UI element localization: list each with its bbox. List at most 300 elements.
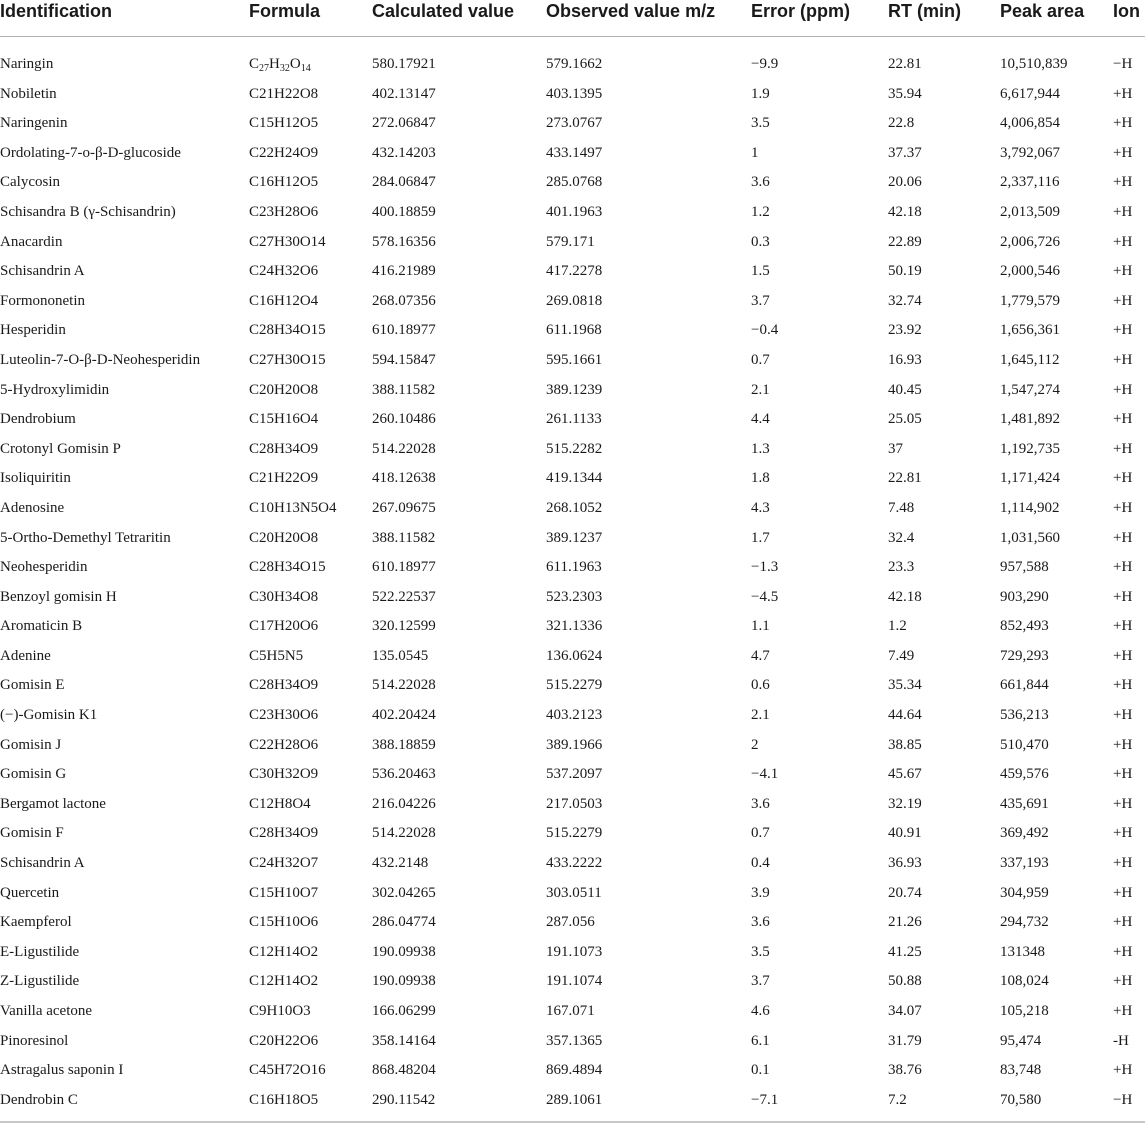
cell-calculated-value: 522.22537 — [372, 588, 436, 605]
cell-peak-area: 1,114,902 — [1000, 499, 1060, 516]
cell-identification: 5-Ortho-Demethyl Tetraritin — [0, 529, 171, 546]
cell-formula: C22H28O6 — [249, 736, 319, 753]
table-row — [0, 818, 1145, 848]
table-row — [0, 1085, 1145, 1115]
cell-calculated-value: 402.13147 — [372, 85, 436, 102]
cell-peak-area: 294,732 — [1000, 914, 1049, 931]
cell-formula: C5H5N5 — [249, 647, 304, 664]
cell-formula: C17H20O6 — [249, 618, 319, 635]
cell-ion: −H — [1113, 56, 1133, 72]
cell-rt-min: 32.74 — [888, 292, 922, 309]
cell-calculated-value: 868.48204 — [372, 1062, 436, 1079]
cell-formula: C27H30O14 — [249, 233, 326, 250]
table-row — [0, 582, 1145, 612]
cell-peak-area: 2,013,509 — [1000, 203, 1060, 220]
cell-error-ppm: 3.7 — [751, 292, 770, 309]
cell-observed-value: 136.0624 — [546, 647, 603, 664]
cell-formula: C21H22O8 — [249, 85, 319, 102]
cell-rt-min: 7.2 — [888, 1091, 907, 1108]
cell-formula: C28H34O9 — [249, 677, 319, 694]
cell-identification: Gomisin F — [0, 825, 64, 842]
cell-peak-area: 95,474 — [1000, 1032, 1042, 1049]
cell-error-ppm: 4.7 — [751, 647, 770, 664]
cell-error-ppm: 1.9 — [751, 85, 770, 102]
cell-ion: −H — [1113, 1091, 1133, 1108]
formula-subscript: 14 — [300, 63, 311, 74]
cell-peak-area: 70,580 — [1000, 1091, 1042, 1108]
table-row — [0, 79, 1145, 109]
cell-observed-value: 191.1074 — [546, 973, 603, 990]
cell-error-ppm: 0.6 — [751, 677, 770, 694]
cell-formula: C16H12O4 — [249, 292, 319, 309]
cell-peak-area: 105,218 — [1000, 1003, 1049, 1019]
table-row — [0, 167, 1145, 197]
formula-subscript: 27 — [259, 63, 270, 74]
cell-rt-min: 23.3 — [888, 559, 915, 576]
cell-ion: +H — [1113, 203, 1133, 220]
cell-formula: C15H10O6 — [249, 914, 319, 931]
cell-formula: C15H12O5 — [249, 115, 319, 132]
cell-formula: C20H20O8 — [249, 381, 319, 398]
cell-identification: (−)-Gomisin K1 — [0, 707, 98, 724]
cell-peak-area: 1,192,735 — [1000, 440, 1060, 457]
cell-error-ppm: 2 — [751, 736, 759, 753]
cell-calculated-value: 267.09675 — [372, 499, 436, 516]
table-row — [0, 848, 1145, 878]
cell-ion: +H — [1113, 470, 1133, 487]
cell-observed-value: 515.2279 — [546, 825, 603, 842]
cell-identification: Bergamot lactone — [0, 795, 106, 812]
cell-peak-area: 903,290 — [1000, 588, 1049, 605]
cell-calculated-value: 135.0545 — [372, 647, 429, 664]
formula-element: O — [289, 56, 301, 72]
cell-formula: C12H14O2 — [249, 943, 319, 960]
cell-identification: Kaempferol — [0, 914, 72, 931]
cell-peak-area: 852,493 — [1000, 618, 1049, 635]
cell-observed-value: 287.056 — [546, 914, 595, 931]
header-identification: Identification — [0, 1, 112, 21]
cell-observed-value: 433.2222 — [546, 855, 603, 872]
cell-rt-min: 40.91 — [888, 825, 922, 842]
cell-ion: +H — [1113, 115, 1133, 132]
table-row — [0, 759, 1145, 789]
table-row — [0, 404, 1145, 434]
cell-ion: +H — [1113, 174, 1133, 191]
cell-peak-area: 337,193 — [1000, 855, 1049, 872]
cell-observed-value: 191.1073 — [546, 943, 603, 960]
cell-formula: C28H34O15 — [249, 322, 326, 339]
cell-formula: C24H32O7 — [249, 855, 319, 872]
cell-observed-value: 285.0768 — [546, 174, 603, 191]
cell-rt-min: 42.18 — [888, 588, 922, 605]
cell-rt-min: 34.07 — [888, 1003, 922, 1019]
cell-rt-min: 35.34 — [888, 677, 922, 694]
cell-calculated-value: 290.11542 — [372, 1091, 436, 1108]
cell-error-ppm: 2.1 — [751, 381, 770, 398]
cell-peak-area: 1,779,579 — [1000, 292, 1060, 309]
cell-observed-value: 515.2279 — [546, 677, 603, 694]
cell-identification: Schisandrin A — [0, 855, 85, 872]
cell-ion: +H — [1113, 381, 1133, 398]
cell-calculated-value: 388.18859 — [372, 736, 436, 753]
cell-rt-min: 38.76 — [888, 1062, 922, 1079]
cell-ion: +H — [1113, 795, 1133, 812]
cell-calculated-value: 320.12599 — [372, 618, 436, 635]
cell-calculated-value: 166.06299 — [372, 1003, 436, 1019]
cell-identification: Dendrobin C — [0, 1091, 78, 1108]
cell-formula: C28H34O9 — [249, 440, 319, 457]
cell-rt-min: 42.18 — [888, 203, 922, 220]
cell-calculated-value: 400.18859 — [372, 203, 436, 220]
cell-error-ppm: 4.6 — [751, 1003, 770, 1019]
cell-observed-value: 217.0503 — [546, 795, 603, 812]
cell-ion: +H — [1113, 884, 1133, 901]
cell-error-ppm: −9.9 — [751, 56, 779, 72]
cell-peak-area: 957,588 — [1000, 559, 1049, 576]
cell-identification: Gomisin E — [0, 677, 65, 694]
cell-observed-value: 537.2097 — [546, 766, 603, 783]
table-row — [0, 552, 1145, 582]
cell-calculated-value: 358.14164 — [372, 1032, 436, 1049]
cell-observed-value: 357.1365 — [546, 1032, 603, 1049]
cell-error-ppm: 0.7 — [751, 825, 770, 842]
cell-error-ppm: 2.1 — [751, 707, 770, 724]
cell-observed-value: 515.2282 — [546, 440, 603, 457]
cell-rt-min: 16.93 — [888, 351, 922, 368]
cell-calculated-value: 514.22028 — [372, 677, 436, 694]
table-bottom-rule — [0, 1121, 1145, 1123]
cell-error-ppm: 1 — [751, 144, 759, 161]
table-row — [0, 878, 1145, 908]
cell-formula: C30H34O8 — [249, 588, 319, 605]
cell-formula: C22H24O9 — [249, 144, 319, 161]
cell-calculated-value: 402.20424 — [372, 707, 436, 724]
table-body — [0, 49, 1145, 1114]
cell-observed-value: 389.1239 — [546, 381, 603, 398]
cell-calculated-value: 286.04774 — [372, 914, 436, 931]
cell-error-ppm: 1.7 — [751, 529, 770, 546]
cell-ion: +H — [1113, 766, 1133, 783]
cell-peak-area: 2,337,116 — [1000, 174, 1060, 191]
cell-ion: +H — [1113, 529, 1133, 546]
cell-observed-value: 389.1966 — [546, 736, 603, 753]
cell-peak-area: 435,691 — [1000, 795, 1049, 812]
cell-ion: +H — [1113, 559, 1133, 576]
cell-formula: C12H14O2 — [249, 973, 319, 990]
cell-error-ppm: 0.4 — [751, 855, 770, 872]
cell-ion: +H — [1113, 825, 1133, 842]
table-row — [0, 493, 1145, 523]
cell-identification: Adenine — [0, 647, 51, 664]
cell-ion: -H — [1113, 1032, 1129, 1049]
cell-identification: Astragalus saponin I — [0, 1062, 124, 1079]
cell-error-ppm: −4.1 — [751, 766, 779, 783]
cell-error-ppm: 1.8 — [751, 470, 770, 487]
cell-calculated-value: 610.18977 — [372, 559, 436, 576]
cell-ion: +H — [1113, 499, 1133, 516]
cell-calculated-value: 432.14203 — [372, 144, 436, 161]
cell-peak-area: 1,171,424 — [1000, 470, 1060, 487]
cell-calculated-value: 284.06847 — [372, 174, 436, 191]
cell-identification: Isoliquiritin — [0, 470, 71, 487]
cell-calculated-value: 594.15847 — [372, 351, 436, 368]
cell-rt-min: 20.06 — [888, 174, 922, 191]
cell-observed-value: 303.0511 — [546, 884, 602, 901]
cell-identification: Vanilla acetone — [0, 1003, 93, 1019]
cell-formula: C10H13N5O4 — [249, 499, 337, 516]
cell-error-ppm: 3.5 — [751, 943, 770, 960]
formula-element: C — [249, 56, 260, 72]
cell-identification: Hesperidin — [0, 322, 66, 339]
table-row — [0, 611, 1145, 641]
cell-rt-min: 40.45 — [888, 381, 922, 398]
cell-observed-value: 389.1237 — [546, 529, 603, 546]
cell-error-ppm: −1.3 — [751, 559, 779, 576]
cell-peak-area: 459,576 — [1000, 766, 1049, 783]
cell-formula: C16H12O5 — [249, 174, 319, 191]
cell-identification: Naringenin — [0, 115, 68, 132]
cell-peak-area: 10,510,839 — [1000, 56, 1068, 72]
cell-formula: C24H32O6 — [249, 263, 319, 280]
cell-identification: Gomisin G — [0, 766, 67, 783]
cell-identification: Naringin — [0, 56, 54, 72]
cell-rt-min: 23.92 — [888, 322, 922, 339]
cell-rt-min: 37.37 — [888, 144, 922, 161]
cell-ion: +H — [1113, 85, 1133, 102]
cell-peak-area: 6,617,944 — [1000, 85, 1060, 102]
table-row — [0, 1055, 1145, 1085]
cell-observed-value: 403.1395 — [546, 85, 603, 102]
cell-rt-min: 20.74 — [888, 884, 922, 901]
cell-formula: C12H8O4 — [249, 795, 311, 812]
cell-peak-area: 108,024 — [1000, 973, 1049, 990]
cell-calculated-value: 302.04265 — [372, 884, 436, 901]
cell-ion: +H — [1113, 1062, 1133, 1079]
cell-observed-value: 523.2303 — [546, 588, 603, 605]
cell-rt-min: 41.25 — [888, 943, 922, 960]
cell-peak-area: 3,792,067 — [1000, 144, 1060, 161]
table-row — [0, 345, 1145, 375]
cell-calculated-value: 536.20463 — [372, 766, 436, 783]
cell-observed-value: 289.1061 — [546, 1091, 603, 1108]
cell-calculated-value: 610.18977 — [372, 322, 436, 339]
table-row — [0, 730, 1145, 760]
cell-observed-value: 401.1963 — [546, 203, 603, 220]
cell-identification: E-Ligustilide — [0, 943, 80, 960]
cell-ion: +H — [1113, 440, 1133, 457]
cell-identification: Schisandra B (γ-Schisandrin) — [0, 203, 176, 220]
cell-observed-value: 595.1661 — [546, 351, 603, 368]
cell-ion: +H — [1113, 736, 1133, 753]
cell-identification: Formononetin — [0, 292, 85, 309]
formula-subscript: 32 — [279, 63, 290, 74]
cell-calculated-value: 388.11582 — [372, 381, 436, 398]
cell-rt-min: 37 — [888, 440, 903, 457]
cell-formula-subscripted — [249, 49, 311, 79]
cell-identification: Gomisin J — [0, 736, 62, 753]
cell-calculated-value: 268.07356 — [372, 292, 436, 309]
cell-peak-area: 304,959 — [1000, 884, 1049, 901]
cell-rt-min: 22.89 — [888, 233, 922, 250]
cell-identification: Benzoyl gomisin H — [0, 588, 117, 605]
cell-observed-value: 611.1968 — [546, 322, 602, 339]
cell-rt-min: 50.88 — [888, 973, 922, 990]
table-row — [0, 227, 1145, 257]
cell-identification: Quercetin — [0, 884, 60, 901]
cell-peak-area: 1,656,361 — [1000, 322, 1060, 339]
cell-rt-min: 36.93 — [888, 855, 922, 872]
cell-error-ppm: 3.6 — [751, 795, 770, 812]
table-row — [0, 49, 1145, 79]
table-row — [0, 966, 1145, 996]
cell-peak-area: 1,031,560 — [1000, 529, 1060, 546]
cell-error-ppm: −4.5 — [751, 588, 779, 605]
cell-peak-area: 131348 — [1000, 943, 1045, 960]
cell-observed-value: 403.2123 — [546, 707, 603, 724]
cell-formula: C27H30O15 — [249, 351, 326, 368]
cell-observed-value: 167.071 — [546, 1003, 595, 1019]
table-row — [0, 286, 1145, 316]
cell-peak-area: 4,006,854 — [1000, 115, 1060, 132]
cell-rt-min: 32.4 — [888, 529, 915, 546]
cell-peak-area: 661,844 — [1000, 677, 1049, 694]
cell-formula: C28H34O9 — [249, 825, 319, 842]
table-row — [0, 937, 1145, 967]
cell-identification: Adenosine — [0, 499, 65, 516]
cell-rt-min: 22.81 — [888, 470, 922, 487]
cell-identification: Anacardin — [0, 233, 63, 250]
cell-ion: +H — [1113, 855, 1133, 872]
table-row — [0, 789, 1145, 819]
cell-error-ppm: 1.2 — [751, 203, 770, 220]
cell-identification: Ordolating-7-o-β-D-glucoside — [0, 144, 181, 161]
table-header — [0, 0, 1145, 37]
cell-formula: C20H22O6 — [249, 1032, 319, 1049]
cell-peak-area: 1,547,274 — [1000, 381, 1060, 398]
table-row — [0, 108, 1145, 138]
cell-error-ppm: 0.1 — [751, 1062, 770, 1079]
cell-formula: C30H32O9 — [249, 766, 319, 783]
cell-observed-value: 269.0818 — [546, 292, 603, 309]
cell-rt-min: 7.49 — [888, 647, 915, 664]
header-formula: Formula — [249, 1, 321, 21]
cell-identification: Schisandrin A — [0, 263, 85, 280]
cell-error-ppm: 4.3 — [751, 499, 770, 516]
table-row — [0, 315, 1145, 345]
cell-rt-min: 25.05 — [888, 411, 922, 428]
table-row — [0, 523, 1145, 553]
table-row — [0, 375, 1145, 405]
header-error-ppm: Error (ppm) — [751, 1, 850, 21]
table-row — [0, 256, 1145, 286]
cell-formula: C15H16O4 — [249, 411, 319, 428]
table-row — [0, 434, 1145, 464]
cell-ion: +H — [1113, 647, 1133, 664]
table-row — [0, 670, 1145, 700]
cell-observed-value: 433.1497 — [546, 144, 603, 161]
cell-ion: +H — [1113, 233, 1133, 250]
cell-peak-area: 83,748 — [1000, 1062, 1042, 1079]
table-row — [0, 197, 1145, 227]
cell-identification: Crotonyl Gomisin P — [0, 440, 121, 457]
cell-observed-value: 261.1133 — [546, 411, 602, 428]
cell-error-ppm: 3.7 — [751, 973, 770, 990]
cell-ion: +H — [1113, 322, 1133, 339]
cell-ion: +H — [1113, 1003, 1133, 1019]
cell-formula: C23H28O6 — [249, 203, 319, 220]
cell-error-ppm: −0.4 — [751, 322, 779, 339]
cell-error-ppm: −7.1 — [751, 1091, 779, 1108]
cell-identification: 5-Hydroxylimidin — [0, 381, 110, 398]
cell-formula: C23H30O6 — [249, 707, 319, 724]
cell-error-ppm: 3.5 — [751, 115, 770, 132]
cell-observed-value: 869.4894 — [546, 1062, 603, 1079]
cell-formula: C45H72O16 — [249, 1062, 326, 1079]
cell-calculated-value: 432.2148 — [372, 855, 429, 872]
cell-ion: +H — [1113, 588, 1133, 605]
cell-observed-value: 611.1963 — [546, 559, 602, 576]
cell-formula: C20H20O8 — [249, 529, 319, 546]
table-row — [0, 907, 1145, 937]
cell-rt-min: 50.19 — [888, 263, 922, 280]
cell-peak-area: 369,492 — [1000, 825, 1049, 842]
cell-error-ppm: 1.1 — [751, 618, 770, 635]
cell-identification: Pinoresinol — [0, 1032, 69, 1049]
cell-error-ppm: 3.6 — [751, 174, 770, 191]
cell-identification: Aromaticin B — [0, 618, 83, 635]
cell-ion: +H — [1113, 973, 1133, 990]
cell-observed-value: 268.1052 — [546, 499, 603, 516]
cell-peak-area: 1,645,112 — [1000, 351, 1060, 368]
cell-rt-min: 35.94 — [888, 85, 922, 102]
header-observed-value: Observed value m/z — [546, 1, 716, 21]
cell-error-ppm: 3.6 — [751, 914, 770, 931]
cell-calculated-value: 272.06847 — [372, 115, 436, 132]
header-calculated-value: Calculated value — [372, 1, 515, 21]
header-ion: Ion — [1113, 1, 1140, 21]
cell-identification: Nobiletin — [0, 85, 57, 102]
cell-error-ppm: 0.3 — [751, 233, 770, 250]
cell-calculated-value: 578.16356 — [372, 233, 436, 250]
cell-identification: Neohesperidin — [0, 559, 88, 576]
table-row — [0, 1026, 1145, 1056]
cell-formula: C15H10O7 — [249, 884, 319, 901]
cell-calculated-value: 514.22028 — [372, 440, 436, 457]
cell-error-ppm: 3.9 — [751, 884, 770, 901]
cell-observed-value: 417.2278 — [546, 263, 603, 280]
cell-rt-min: 45.67 — [888, 766, 922, 783]
cell-calculated-value: 418.12638 — [372, 470, 436, 487]
cell-ion: +H — [1113, 292, 1133, 309]
cell-ion: +H — [1113, 351, 1133, 368]
cell-ion: +H — [1113, 411, 1133, 428]
table-row — [0, 463, 1145, 493]
cell-observed-value: 321.1336 — [546, 618, 603, 635]
cell-rt-min: 44.64 — [888, 707, 922, 724]
cell-rt-min: 21.26 — [888, 914, 922, 931]
header-rt-min: RT (min) — [888, 1, 961, 21]
formula-element: H — [269, 56, 280, 72]
cell-calculated-value: 216.04226 — [372, 795, 436, 812]
cell-identification: Calycosin — [0, 174, 60, 191]
table-row — [0, 641, 1145, 671]
table-row — [0, 700, 1145, 730]
cell-rt-min: 32.19 — [888, 795, 922, 812]
cell-error-ppm: 0.7 — [751, 351, 770, 368]
cell-observed-value: 273.0767 — [546, 115, 603, 132]
cell-error-ppm: 6.1 — [751, 1032, 770, 1049]
cell-observed-value: 579.171 — [546, 233, 595, 250]
